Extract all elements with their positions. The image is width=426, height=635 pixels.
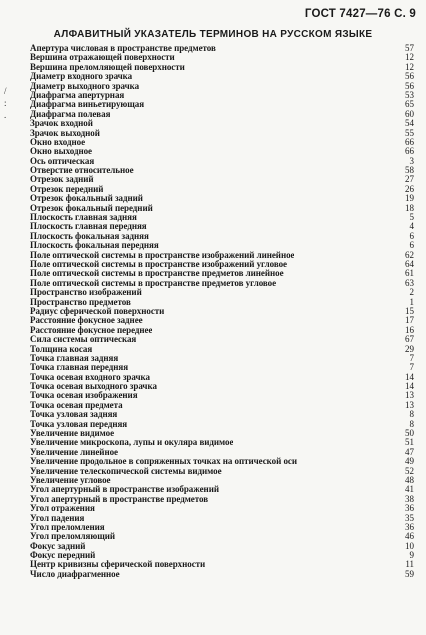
index-entry-term: Точка осевая входного зрачка [30, 372, 150, 382]
index-entry-page: 64 [405, 259, 414, 269]
index-entry-page: 10 [405, 541, 414, 551]
index-entry [30, 82, 414, 91]
index-entry-term: Фокус передний [30, 551, 96, 561]
index-entry-page: 3 [409, 156, 414, 166]
index-entry-page: 4 [409, 222, 414, 232]
index-entry [30, 288, 414, 297]
index-entry-page: 13 [405, 400, 414, 410]
index-entry-page: 46 [405, 532, 414, 542]
index-entry [30, 213, 414, 222]
index-entry-page: 59 [405, 569, 414, 579]
index-entry [30, 129, 414, 138]
index-entry [30, 175, 414, 184]
index-entry-term: Вершина преломляющей поверхности [30, 62, 185, 72]
index-entry-page: 50 [405, 429, 414, 439]
index-entry-page: 61 [405, 269, 414, 279]
index-entry-term: Вершина отражающей поверхности [30, 53, 175, 63]
index-entry-page: 9 [409, 551, 414, 561]
index-entry-term: Точка осевая изображения [30, 391, 138, 401]
index-entry [30, 345, 414, 354]
index-entry [30, 560, 414, 569]
index-entry-term: Апертура числовая в пространстве предметов [30, 44, 216, 53]
index-entry [30, 279, 414, 288]
index-entry-page: 1 [409, 297, 414, 307]
index-entry [30, 485, 414, 494]
index-entry [30, 401, 414, 410]
index-entry-page: 15 [405, 306, 414, 316]
index-entry-term: Увеличение телескопической системы видимое [30, 466, 222, 476]
index-entry-term: Расстояние фокусное переднее [30, 325, 153, 335]
index-entry-term: Радиус сферической поверхности [30, 306, 165, 316]
index-entry [30, 232, 414, 241]
index-entry-term: Диафрагма полевая [30, 109, 111, 119]
index-entry-page: 55 [405, 128, 414, 138]
index-entry [30, 410, 414, 419]
index-entry-page: 5 [409, 213, 414, 223]
index-entry-page: 67 [405, 335, 414, 345]
index-entry [30, 391, 414, 400]
index-entry-term: Точка осевая выходного зрачка [30, 382, 157, 392]
index-entry [30, 298, 414, 307]
index-entry [30, 138, 414, 147]
index-entry-term: Увеличение продольное в сопряженных точках на оптической оси [30, 457, 297, 467]
index-entry-term: Отрезок задний [30, 175, 94, 185]
index-entry [30, 476, 414, 485]
index-entry-term: Плоскость фокальная задняя [30, 231, 149, 241]
index-entry-term: Угол отражения [30, 504, 95, 514]
term-index [30, 44, 414, 579]
index-entry-term: Расстояние фокусное заднее [30, 316, 143, 326]
index-entry-term: Точка главная передняя [30, 363, 129, 373]
index-entry-term: Угол преломляющий [30, 532, 116, 542]
index-entry-term: Диаметр выходного зрачка [30, 81, 140, 91]
index-entry-page: 53 [405, 90, 414, 100]
index-entry-page: 16 [405, 325, 414, 335]
index-entry [30, 504, 414, 513]
index-title: АЛФАВИТНЫЙ УКАЗАТЕЛЬ ТЕРМИНОВ НА РУССКОМ ЯЗЫКЕ [53, 29, 373, 40]
index-entry-page: 54 [405, 119, 414, 129]
index-entry [30, 523, 414, 532]
index-entry [30, 316, 414, 325]
index-entry [30, 363, 414, 372]
index-entry-term: Поле оптической системы в пространстве изображений линейное [30, 250, 295, 260]
index-entry-page: 12 [405, 62, 414, 72]
index-entry-term: Окно входное [30, 137, 86, 147]
index-entry [30, 354, 414, 363]
index-entry-page: 17 [405, 316, 414, 326]
index-entry-term: Плоскость главная задняя [30, 213, 137, 223]
index-entry [30, 110, 414, 119]
index-entry [30, 63, 414, 72]
index-entry-page: 63 [405, 278, 414, 288]
index-entry-page: 56 [405, 81, 414, 91]
index-entry-page: 47 [405, 447, 414, 457]
index-entry-term: Диафрагма виньетирующая [30, 100, 145, 110]
index-entry-page: 14 [405, 372, 414, 382]
index-entry [30, 53, 414, 62]
index-entry-term: Плоскость фокальная передняя [30, 241, 159, 251]
index-entry [30, 222, 414, 231]
index-entry [30, 495, 414, 504]
index-entry [30, 457, 414, 466]
index-entry-term: Плоскость главная передняя [30, 222, 147, 232]
index-entry-term: Отрезок фокальный задний [30, 194, 143, 204]
index-entry-page: 41 [405, 485, 414, 495]
index-entry-term: Диафрагма апертурная [30, 90, 125, 100]
index-entry [30, 382, 414, 391]
index-entry [30, 467, 414, 476]
index-entry [30, 269, 414, 278]
index-entry-term: Угол преломления [30, 522, 105, 532]
index-entry-page: 12 [405, 53, 414, 63]
index-entry-term: Угол апертурный в пространстве предметов [30, 494, 209, 504]
index-entry [30, 119, 414, 128]
index-entry-term: Увеличение видимое [30, 429, 115, 439]
index-entry-page: 56 [405, 72, 414, 82]
index-entry-term: Пространство изображений [30, 288, 142, 298]
index-entry-term: Отверстие относительное [30, 166, 134, 176]
index-entry-term: Зрачок входной [30, 119, 93, 129]
index-entry-page: 14 [405, 382, 414, 392]
index-entry-term: Поле оптической системы в пространстве изображений угловое [30, 259, 287, 269]
index-entry [30, 260, 414, 269]
index-entry [30, 532, 414, 541]
index-entry [30, 514, 414, 523]
index-entry [30, 420, 414, 429]
index-entry-page: 29 [405, 344, 414, 354]
index-entry-page: 6 [409, 231, 414, 241]
index-entry-page: 8 [409, 410, 414, 420]
index-entry-page: 66 [405, 137, 414, 147]
index-entry [30, 204, 414, 213]
index-entry-page: 35 [405, 513, 414, 523]
index-entry [30, 448, 414, 457]
index-entry-term: Число диафрагменное [30, 569, 120, 579]
index-entry [30, 241, 414, 250]
index-entry [30, 335, 414, 344]
index-entry-page: 8 [409, 419, 414, 429]
index-entry [30, 157, 414, 166]
index-entry-term: Точка главная задняя [30, 353, 119, 363]
index-entry-term: Точка осевая предмета [30, 400, 123, 410]
index-entry-term: Угол падения [30, 513, 85, 523]
index-entry-page: 19 [405, 194, 414, 204]
index-entry-page: 27 [405, 175, 414, 185]
index-entry [30, 570, 414, 579]
index-entry-page: 7 [409, 353, 414, 363]
index-entry-page: 62 [405, 250, 414, 260]
index-entry-term: Зрачок выходной [30, 128, 100, 138]
index-entry-term: Точка узловая передняя [30, 419, 128, 429]
index-entry [30, 307, 414, 316]
index-entry-term: Угол апертурный в пространстве изображений [30, 485, 219, 495]
index-entry-term: Увеличение угловое [30, 475, 111, 485]
index-entry-page: 60 [405, 109, 414, 119]
index-entry-page: 26 [405, 184, 414, 194]
index-entry-page: 58 [405, 166, 414, 176]
index-entry [30, 147, 414, 156]
index-entry [30, 91, 414, 100]
index-entry-term: Центр кривизны сферической поверхности [30, 560, 206, 570]
index-entry [30, 100, 414, 109]
index-entry-page: 18 [405, 203, 414, 213]
margin-mark: / : . [4, 86, 7, 120]
index-entry-page: 38 [405, 494, 414, 504]
index-entry-page: 57 [405, 44, 414, 53]
index-entry-page: 7 [409, 363, 414, 373]
index-entry-page: 2 [409, 288, 414, 298]
index-entry-page: 11 [405, 560, 414, 570]
index-entry-page: 66 [405, 147, 414, 157]
index-entry-term: Пространство предметов [30, 297, 131, 307]
index-entry [30, 326, 414, 335]
index-entry-term: Увеличение микроскопа, лупы и окуляра видимое [30, 438, 234, 448]
index-entry [30, 166, 414, 175]
index-entry [30, 72, 414, 81]
index-entry-page: 36 [405, 504, 414, 514]
index-entry-term: Фокус задний [30, 541, 86, 551]
index-entry-term: Увеличение линейное [30, 447, 118, 457]
index-entry-page: 6 [409, 241, 414, 251]
index-entry-page: 48 [405, 475, 414, 485]
index-entry-page: 52 [405, 466, 414, 476]
index-entry-term: Ось оптическая [30, 156, 95, 166]
index-entry-page: 36 [405, 522, 414, 532]
standard-page-header: ГОСТ 7427—76 С. 9 [304, 8, 416, 20]
index-entry-term: Окно выходное [30, 147, 92, 157]
index-entry [30, 551, 414, 560]
index-entry-term: Точка узловая задняя [30, 410, 118, 420]
index-entry [30, 185, 414, 194]
index-entry [30, 44, 414, 53]
index-entry-page: 49 [405, 457, 414, 467]
index-entry-term: Сила системы оптическая [30, 335, 137, 345]
index-entry-term: Толщина косая [30, 344, 93, 354]
index-entry-page: 51 [405, 438, 414, 448]
index-entry-term: Диаметр входного зрачка [30, 72, 133, 82]
index-entry [30, 429, 414, 438]
index-entry-term: Поле оптической системы в пространстве предметов угловое [30, 278, 277, 288]
index-entry [30, 542, 414, 551]
index-entry [30, 194, 414, 203]
index-entry-term: Поле оптической системы в пространстве предметов линейное [30, 269, 284, 279]
index-entry-page: 65 [405, 100, 414, 110]
index-entry-term: Отрезок фокальный передний [30, 203, 153, 213]
index-entry-page: 13 [405, 391, 414, 401]
index-entry [30, 251, 414, 260]
index-entry-term: Отрезок передний [30, 184, 104, 194]
index-entry [30, 373, 414, 382]
index-entry [30, 438, 414, 447]
